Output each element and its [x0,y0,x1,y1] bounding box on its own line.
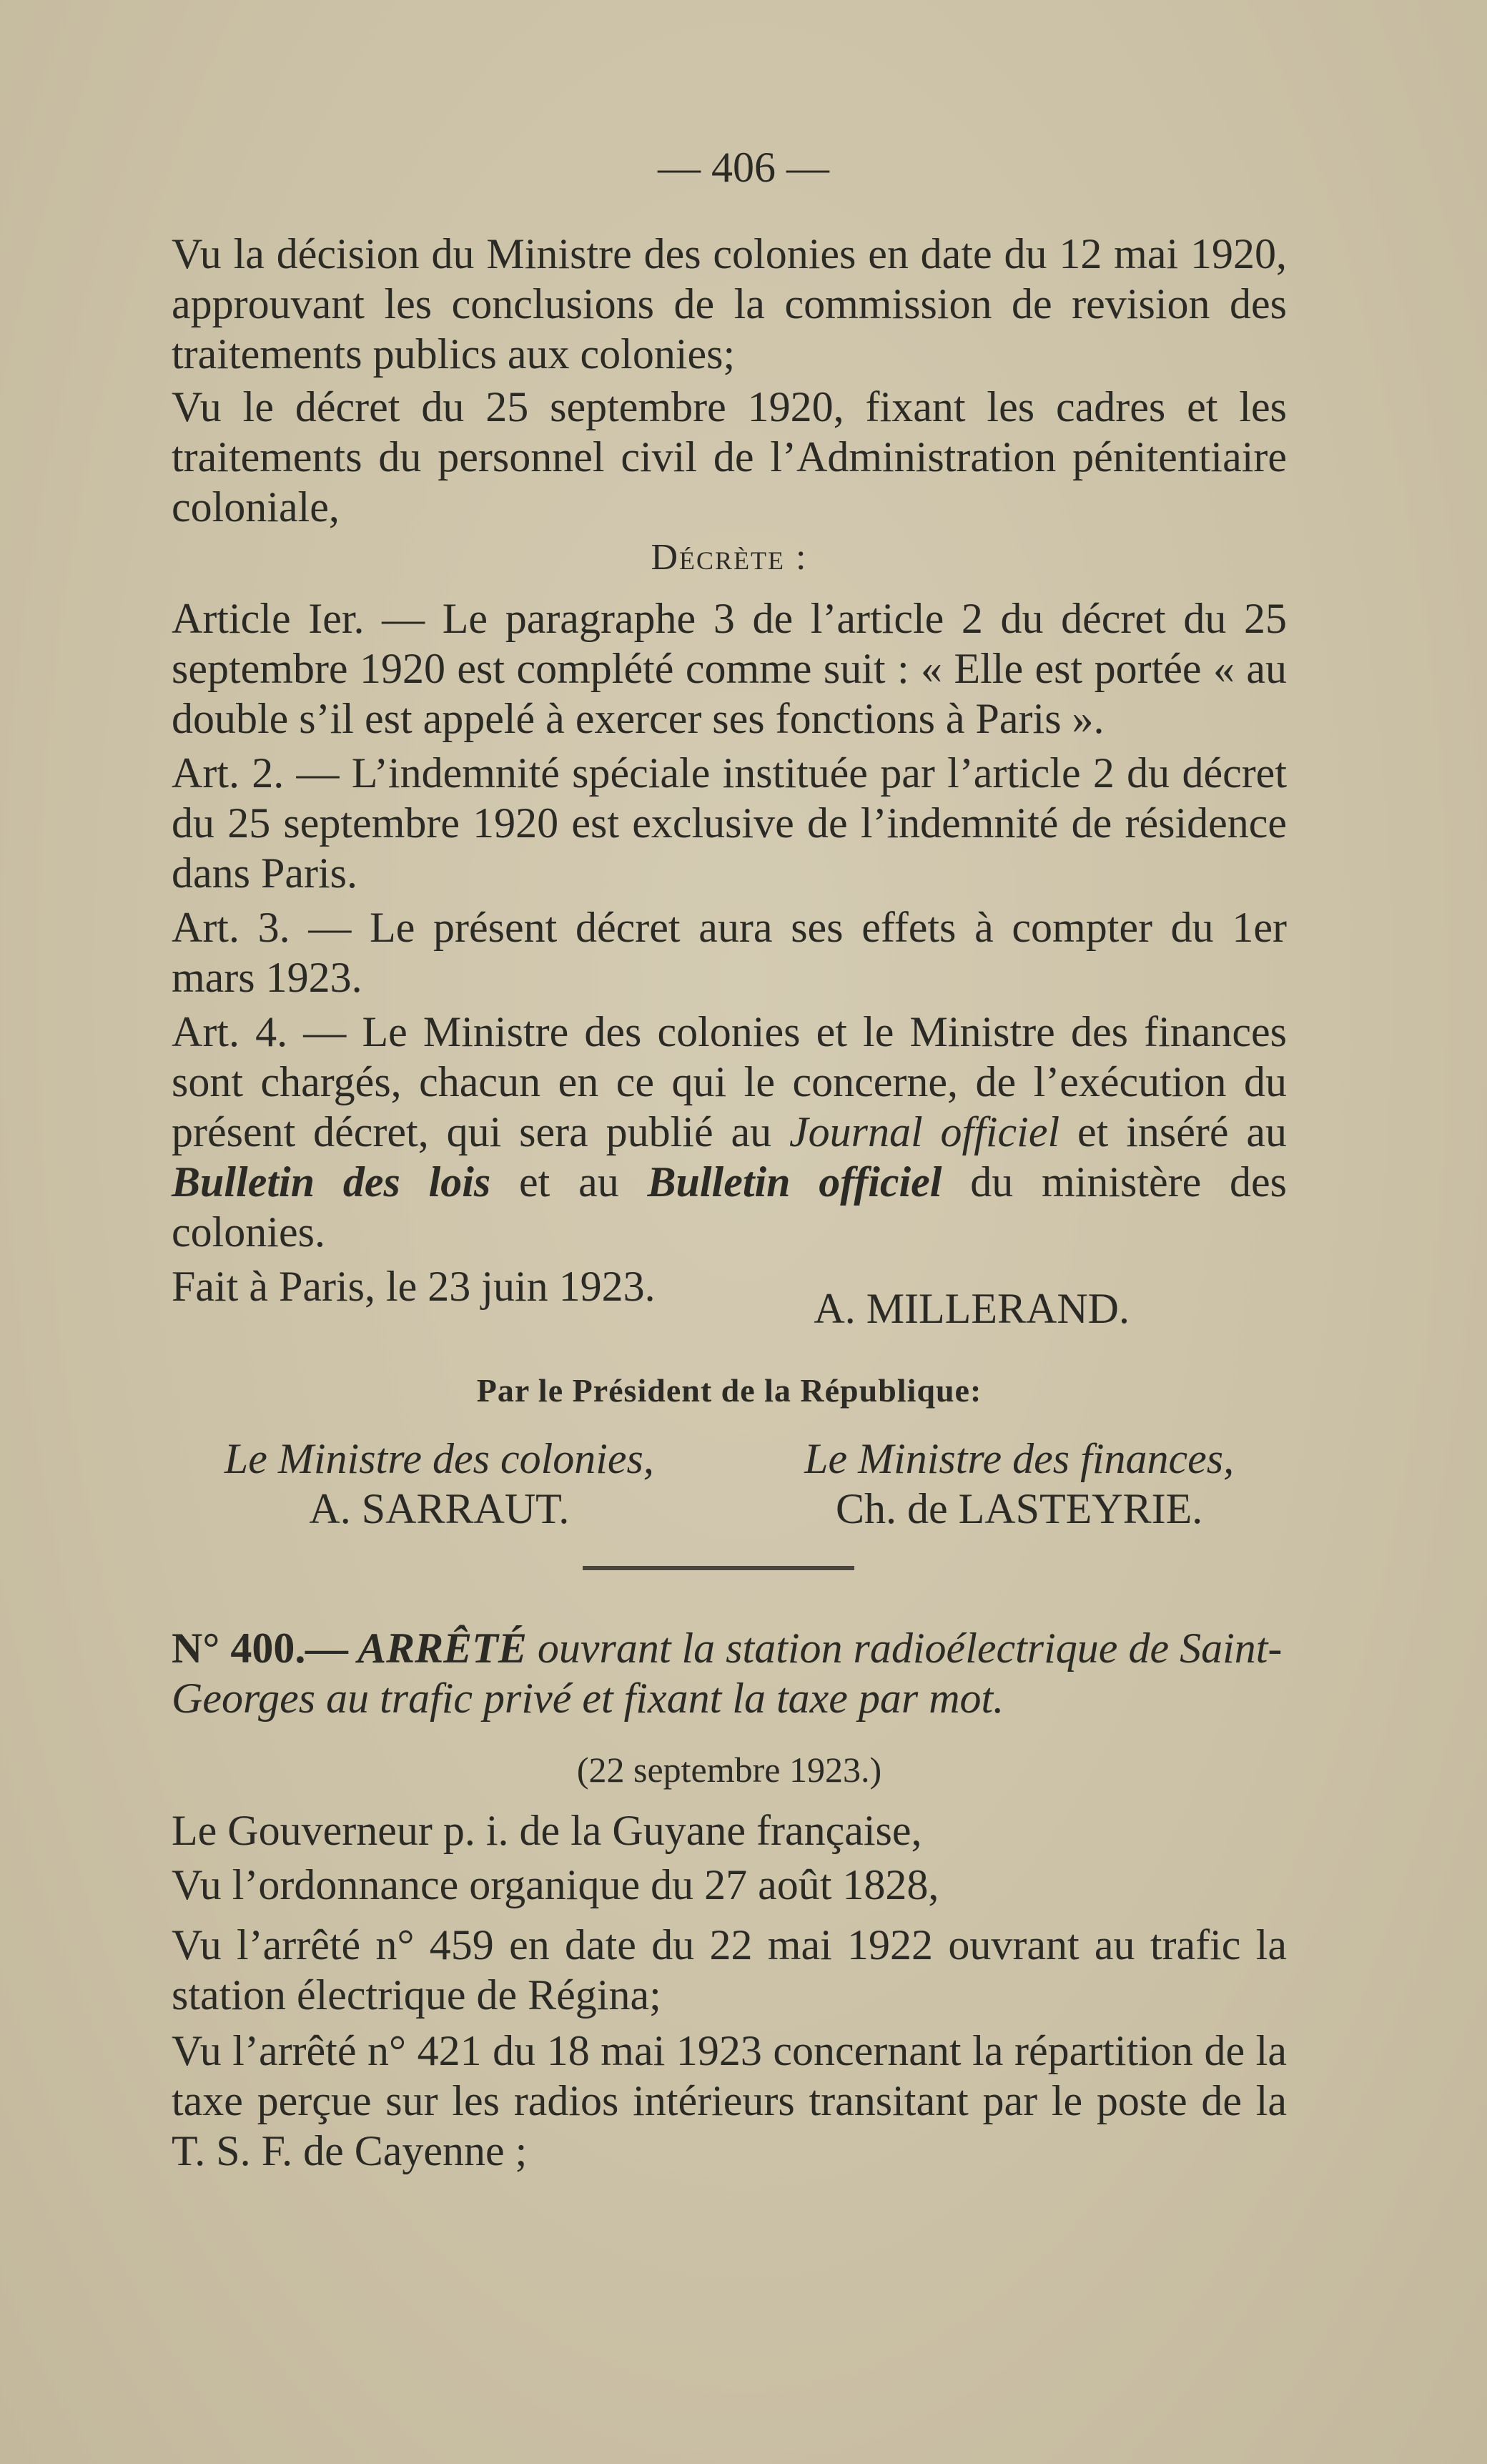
journal-officiel: Journal officiel [789,1108,1060,1155]
minister-colonies-title: Le Ministre des colonies, [224,1435,654,1482]
ministers-signatures [172,1434,1287,1534]
article-4-part-2: et inséré au [1059,1108,1287,1155]
preamble-paragraph-1: Vu la décision du Ministre des colonies en date du 12 mai 1920, approuvant les conclusions de la commission de revision des traitements publics aux colonies; [172,230,1287,378]
arrete-title [172,1623,1287,1723]
arrete-title-text [172,1623,1287,1723]
bulletin-officiel: Bulletin officiel [647,1158,942,1206]
arrete-body [172,1805,1287,2176]
article-4-part-1: Art. 4. — Le Ministre des colonies et le Ministre des finances sont chargés, chacun en ce qui le concerne, de l’exécution du présent décret, qui sera publié au [172,1008,1287,1155]
bulletin-des-lois: Bulletin des lois [172,1158,491,1206]
arrete-date: (22 septembre 1923.) [576,1750,882,1790]
considerant-2: Vu l’arrêté n° 459 en date du 22 mai 1922 ouvrant au trafic la station électrique de Régina; [172,1921,1287,2019]
article-4 [172,1007,1287,1257]
article-2: Art. 2. — L’indemnité spéciale instituée par l’article 2 du décret du 25 septembre 1920 est exclusive de l’indemnité de résidence dans Paris. [172,749,1287,897]
section-divider [583,1566,854,1570]
governor-line: Le Gouverneur p. i. de la Guyane française, [172,1807,922,1854]
minister-finances-name: Ch. de LASTEYRIE. [835,1485,1203,1532]
article-3: Art. 3. — Le présent décret aura ses effets à compter du 1er mars 1923. [172,904,1287,1001]
minister-finances-title: Le Ministre des finances, [804,1435,1235,1482]
minister-finances [751,1434,1287,1534]
fait-a-paris: Fait à Paris, le 23 juin 1923. [172,1263,656,1310]
article-4-part-4: du ministère des colonies. [172,1158,1287,1256]
page-number: — 406 — [658,144,829,191]
minister-colonies [172,1434,707,1534]
preamble-paragraph-2: Vu le décret du 25 septembre 1920, fixant les cadres et les traitements du personnel civil de l’Administration pénitentiaire coloniale, [172,383,1287,531]
signer: A. MILLERAND. [814,1285,1130,1332]
article-4-part-3: et au [490,1158,648,1206]
minister-colonies-name: A. SARRAUT. [309,1485,570,1532]
arrete-title-rest: ouvrant la station radioélectrique de Saint-Georges au trafic privé et fixant la taxe par mot. [172,1625,1283,1722]
articles [172,593,1287,1311]
arrete-title-lead: — ARRÊTÉ [305,1625,527,1672]
article-1: Article Ier. — Le paragraphe 3 de l’article 2 du décret du 25 septembre 1920 est complété comme suit : « Elle est portée « au double s’il est appelé à exercer ses fonctions à Paris ». [172,595,1287,742]
considerant-3: Vu l’arrêté n° 421 du 18 mai 1923 concernant la répartition de la taxe perçue sur les radios intérieurs transitant par le poste de la T. S. F. de Cayenne ; [172,2027,1287,2174]
considerant-1: Vu l’ordonnance organique du 27 août 1828, [172,1861,939,1908]
preamble [172,229,1287,532]
arrete-number: N° 400. [172,1625,306,1672]
par-le-president: Par le Président de la République: [476,1372,982,1409]
decree-heading: Décrète : [651,537,808,578]
